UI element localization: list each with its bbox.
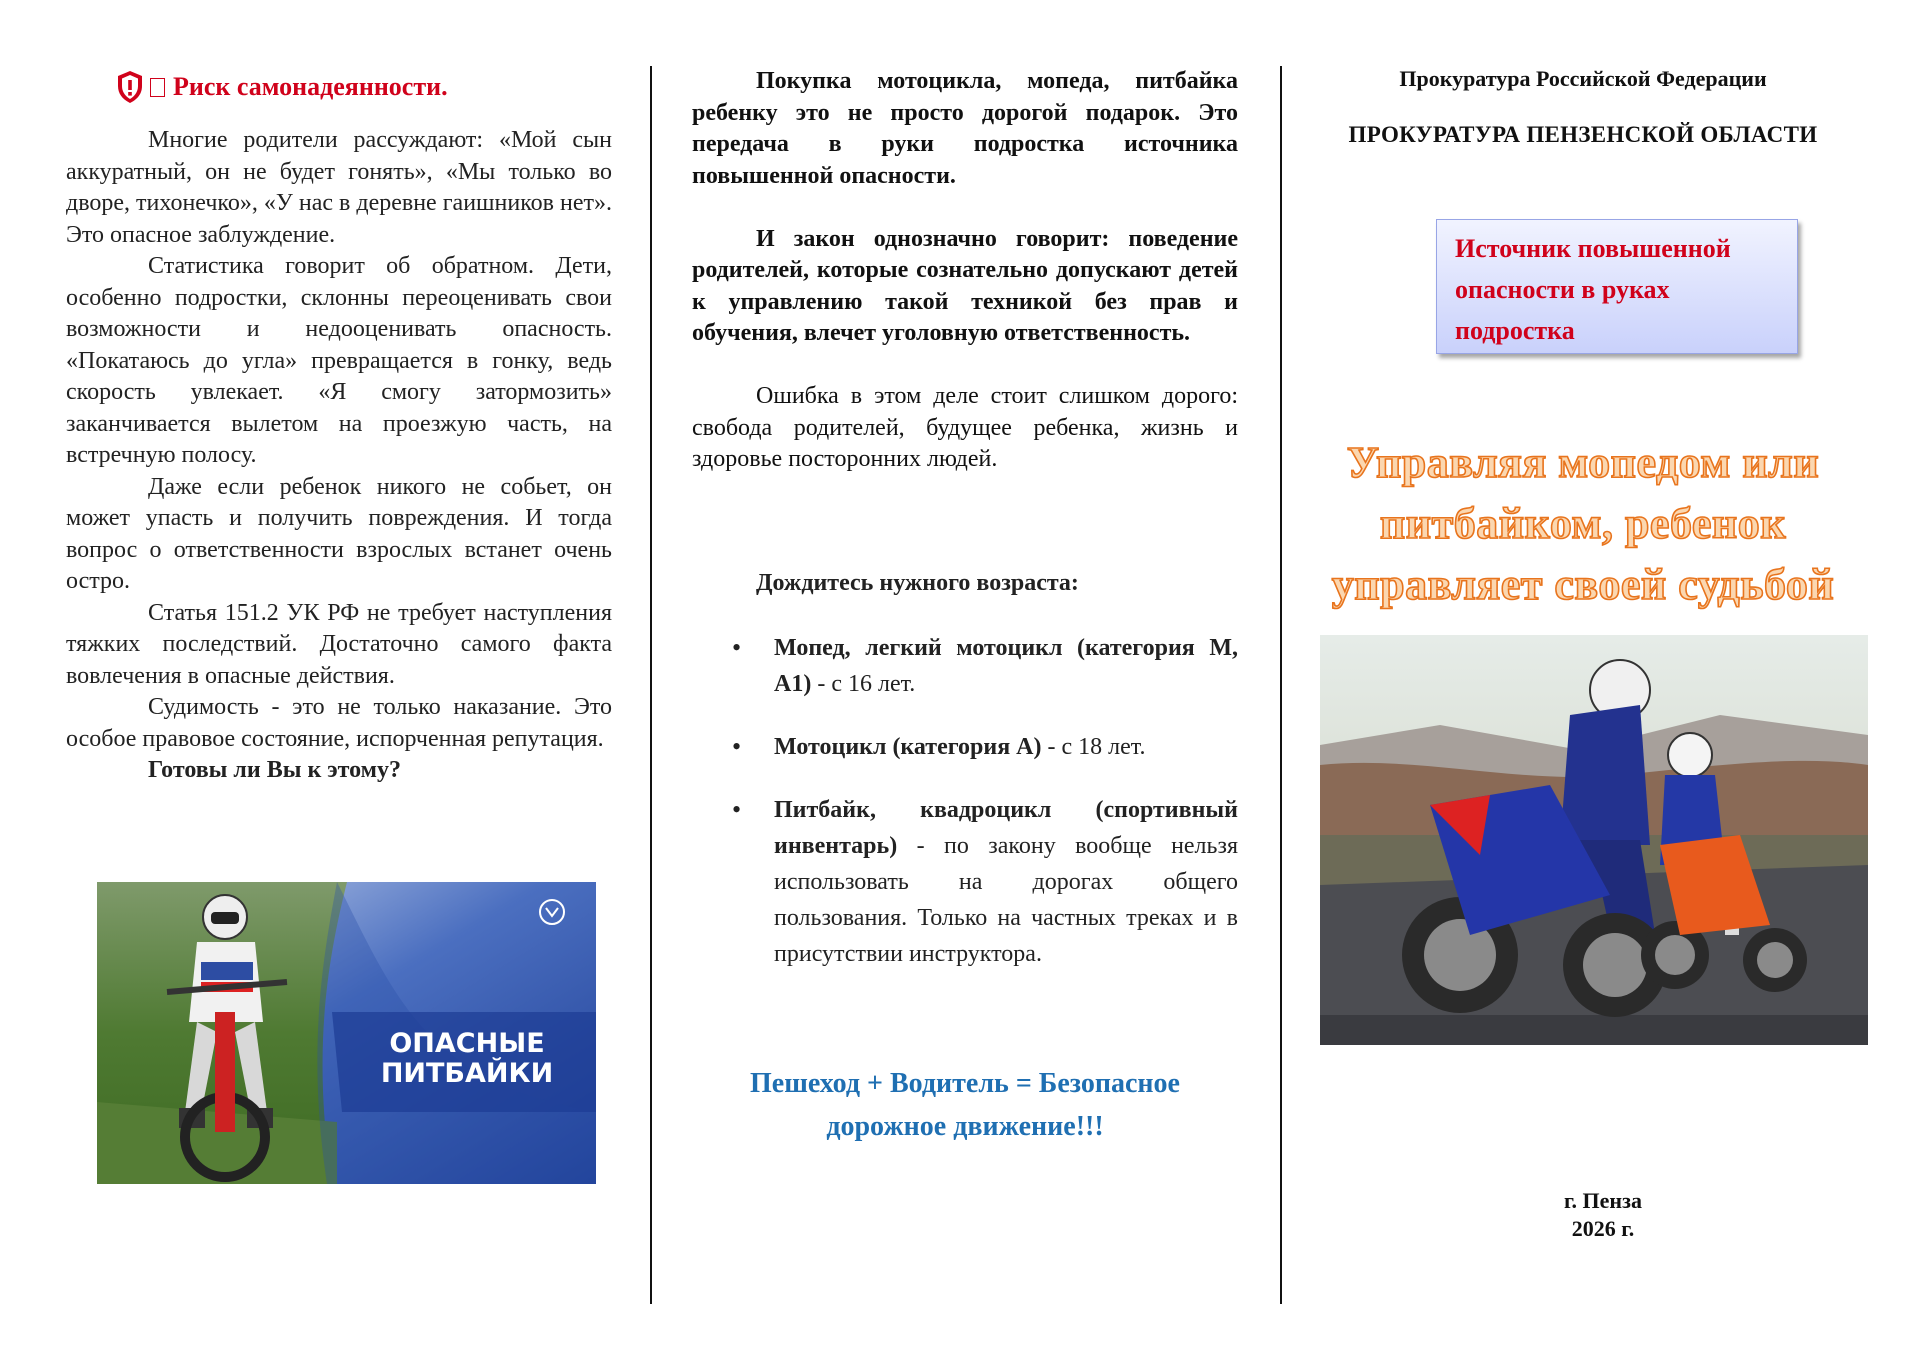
- middle-text-block: [692, 66, 1238, 476]
- paragraph: Покупка мотоцикла, мопеда, питбайка ребенку это не просто дорогой подарок. Это передача в руки подростка источника повышенной опасности.: [692, 68, 1238, 189]
- paragraph: Статья 151.2 УК РФ не требует наступления тяжких последствий. Достаточно самого факта вовлечения в опасные действия.: [66, 599, 612, 689]
- paragraph: Даже если ребенок никого не собьет, он может упасть и получить повреждения. И тогда вопрос о ответственности взрослых встанет очень остро.: [66, 473, 612, 594]
- risk-heading: [116, 70, 448, 104]
- city-year: г. Пенза 2026 г.: [1564, 1188, 1642, 1241]
- shield-warning-icon: [116, 70, 144, 104]
- paragraph: Ошибка в этом деле стоит слишком дорого: свобода родителей, будущее ребенка, жизнь и здоровье посторонних людей.: [692, 383, 1238, 472]
- paragraph: И закон однозначно говорит: поведение родителей, которые сознательно допускают детей к управлению такой техникой без прав и обучения, влечет уголовную ответственность.: [692, 225, 1238, 346]
- org-name: Прокуратура Российской Федерации: [1399, 66, 1767, 91]
- list-item: • Мопед, легкий мотоцикл (категория М, А1) - с 16 лет.: [692, 630, 1238, 702]
- pitbike-photo: [97, 882, 596, 1184]
- paragraph: Многие родители рассуждают: «Мой сын аккуратный, он не будет гонять», «Мы только во дворе, тихонечко», «У нас в деревне гаишников нет». Это опасное заблуждение.: [66, 127, 612, 248]
- column-divider: [1280, 66, 1282, 1304]
- motorcycle-photo: [1320, 635, 1868, 1045]
- paragraph: Статистика говорит об обратном. Дети, особенно подростки, склонны переоценивать свои возможности и недооценивать опасность. «Покатаюсь до угла» превращается в гонку, ведь скорость увлекает. «Я смогу затормозить» заканчивается вылетом на проезжую часть, на встречную полосу.: [66, 253, 612, 468]
- left-text-block: [66, 125, 612, 787]
- list-item: • Питбайк, квадроцикл (спортивный инвентарь) - по закону вообще нельзя использовать на дорогах общего пользования. Только на частных треках и в присутствии инструктора.: [692, 792, 1238, 972]
- paragraph: Судимость - это не только наказание. Это особое правовое состояние, испорченная репутация.: [66, 694, 612, 752]
- image-caption-line: ОПАСНЫЕ: [389, 1028, 545, 1059]
- list-item: • Мотоцикл (категория А) - с 18 лет.: [692, 729, 1238, 765]
- question-text: Готовы ли Вы к этому?: [148, 757, 402, 783]
- headline: Управляя мопедом или питбайком, ребенок управляет своей судьбой: [1331, 438, 1835, 609]
- age-list: [692, 630, 1238, 999]
- column-divider: [650, 66, 652, 1304]
- org-subname: ПРОКУРАТУРА ПЕНЗЕНСКОЙ ОБЛАСТИ: [1348, 122, 1818, 147]
- safety-slogan: Пешеход + Водитель = Безопасное дорожное движение!!!: [750, 1068, 1180, 1142]
- risk-title-text: Риск самонадеянности.: [173, 72, 448, 101]
- danger-source-box: Источник повышенной опасности в руках подростка: [1436, 219, 1798, 354]
- age-section-title: Дождитесь нужного возраста:: [756, 570, 1079, 596]
- missing-glyph-box: [150, 78, 165, 97]
- image-caption-line: ПИТБАЙКИ: [380, 1058, 554, 1089]
